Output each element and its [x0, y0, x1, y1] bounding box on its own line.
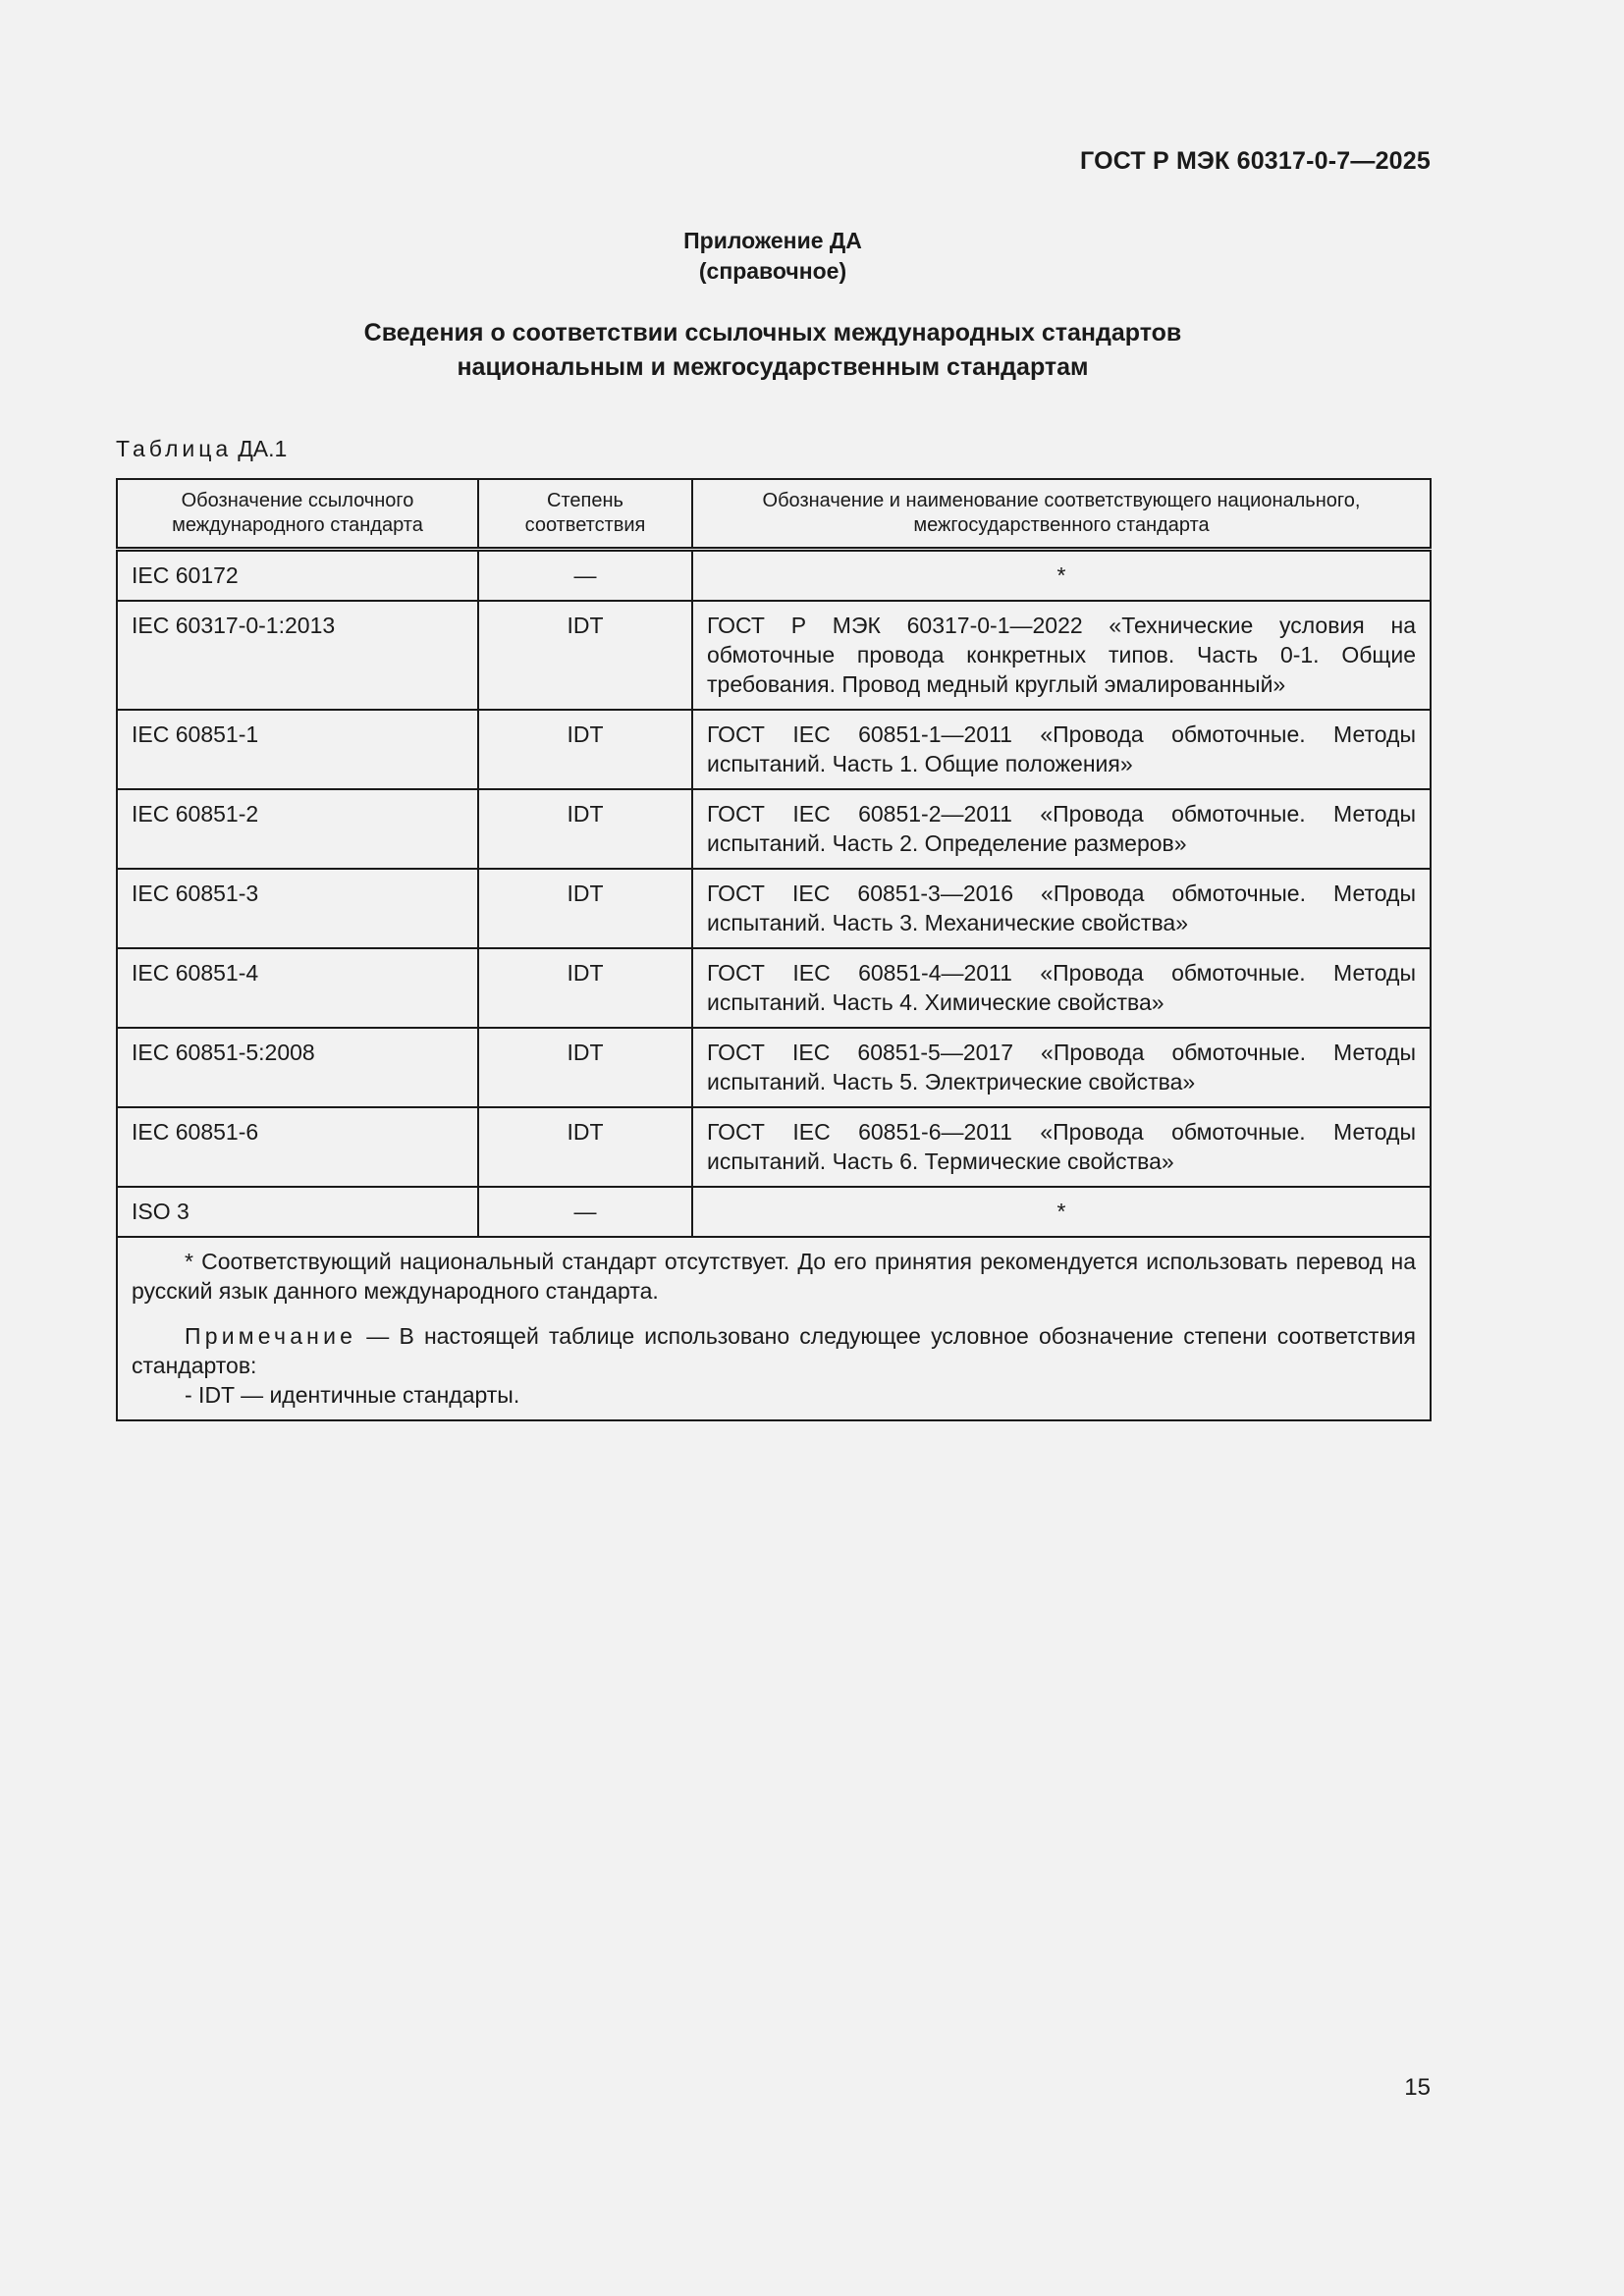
table-caption	[116, 436, 287, 462]
note-word: Примечание	[185, 1323, 357, 1349]
column-header-national: Обозначение и наименование соответствующего национального, межгосударственного стандарта	[692, 479, 1431, 550]
table-notes-cell	[117, 1237, 1431, 1420]
cell-reference: ISO 3	[117, 1187, 478, 1237]
cell-reference: IEC 60851-6	[117, 1107, 478, 1187]
document-code: ГОСТ Р МЭК 60317-0-7—2025	[1080, 147, 1431, 175]
cell-degree: IDT	[478, 601, 692, 710]
cell-reference: IEC 60851-5:2008	[117, 1028, 478, 1107]
table-row	[117, 789, 1431, 869]
cell-reference: IEC 60851-2	[117, 789, 478, 869]
cell-degree: IDT	[478, 1107, 692, 1187]
cell-national: ГОСТ Р МЭК 60317-0-1—2022 «Технические условия на обмоточные провода конкретных типов. Часть 0-1. Общие требования. Провод медный круглый эмалированный»	[692, 601, 1431, 710]
cell-reference: IEC 60851-4	[117, 948, 478, 1028]
cell-degree: IDT	[478, 789, 692, 869]
appendix-title: Приложение ДА	[683, 228, 862, 253]
table-row	[117, 710, 1431, 789]
cell-degree: —	[478, 1187, 692, 1237]
section-heading	[0, 316, 1545, 385]
appendix-subtitle: (справочное)	[698, 258, 847, 284]
cell-reference: IEC 60317-0-1:2013	[117, 601, 478, 710]
appendix-block	[0, 226, 1545, 287]
table-row	[117, 1107, 1431, 1187]
table-row	[117, 550, 1431, 602]
cell-degree: IDT	[478, 948, 692, 1028]
table-row	[117, 948, 1431, 1028]
column-header-reference: Обозначение ссылочного международного стандарта	[117, 479, 478, 550]
cell-national: ГОСТ IEC 60851-6—2011 «Провода обмоточные. Методы испытаний. Часть 6. Термические свойства»	[692, 1107, 1431, 1187]
cell-degree: IDT	[478, 869, 692, 948]
cell-national: ГОСТ IEC 60851-2—2011 «Провода обмоточные. Методы испытаний. Часть 2. Определение размеров»	[692, 789, 1431, 869]
standards-table	[116, 478, 1432, 1421]
cell-degree: IDT	[478, 710, 692, 789]
table-row	[117, 869, 1431, 948]
table-caption-word: Таблица	[116, 436, 233, 461]
section-heading-line-2: национальным и межгосударственным стандартам	[457, 353, 1089, 381]
column-header-degree: Степень соответствия	[478, 479, 692, 550]
note-paragraph	[132, 1321, 1416, 1380]
cell-national: ГОСТ IEC 60851-1—2011 «Провода обмоточные. Методы испытаний. Часть 1. Общие положения»	[692, 710, 1431, 789]
cell-degree: IDT	[478, 1028, 692, 1107]
cell-national: ГОСТ IEC 60851-5—2017 «Провода обмоточные. Методы испытаний. Часть 5. Электрические свойства»	[692, 1028, 1431, 1107]
table-row	[117, 1028, 1431, 1107]
cell-national: ГОСТ IEC 60851-4—2011 «Провода обмоточные. Методы испытаний. Часть 4. Химические свойства»	[692, 948, 1431, 1028]
table-notes-row	[117, 1237, 1431, 1420]
footnote: * Соответствующий национальный стандарт отсутствует. До его принятия рекомендуется использовать перевод на русский язык данного международного стандарта.	[132, 1249, 1416, 1304]
cell-reference: IEC 60851-1	[117, 710, 478, 789]
section-heading-line-1: Сведения о соответствии ссылочных международных стандартов	[363, 319, 1182, 347]
table-caption-id: ДА.1	[238, 436, 288, 461]
page-number: 15	[1404, 2074, 1431, 2101]
cell-reference: IEC 60172	[117, 550, 478, 602]
cell-national: ГОСТ IEC 60851-3—2016 «Провода обмоточные. Методы испытаний. Часть 3. Механические свойства»	[692, 869, 1431, 948]
table-row	[117, 1187, 1431, 1237]
cell-degree: —	[478, 550, 692, 602]
cell-national: *	[692, 550, 1431, 602]
table-header-row	[117, 479, 1431, 550]
note-item: - IDT — идентичные стандарты.	[185, 1382, 520, 1408]
table-row	[117, 601, 1431, 710]
cell-reference: IEC 60851-3	[117, 869, 478, 948]
cell-national: *	[692, 1187, 1431, 1237]
note-text: — В настоящей таблице использовано следующее условное обозначение степени соответствия стандартов:	[132, 1323, 1416, 1378]
